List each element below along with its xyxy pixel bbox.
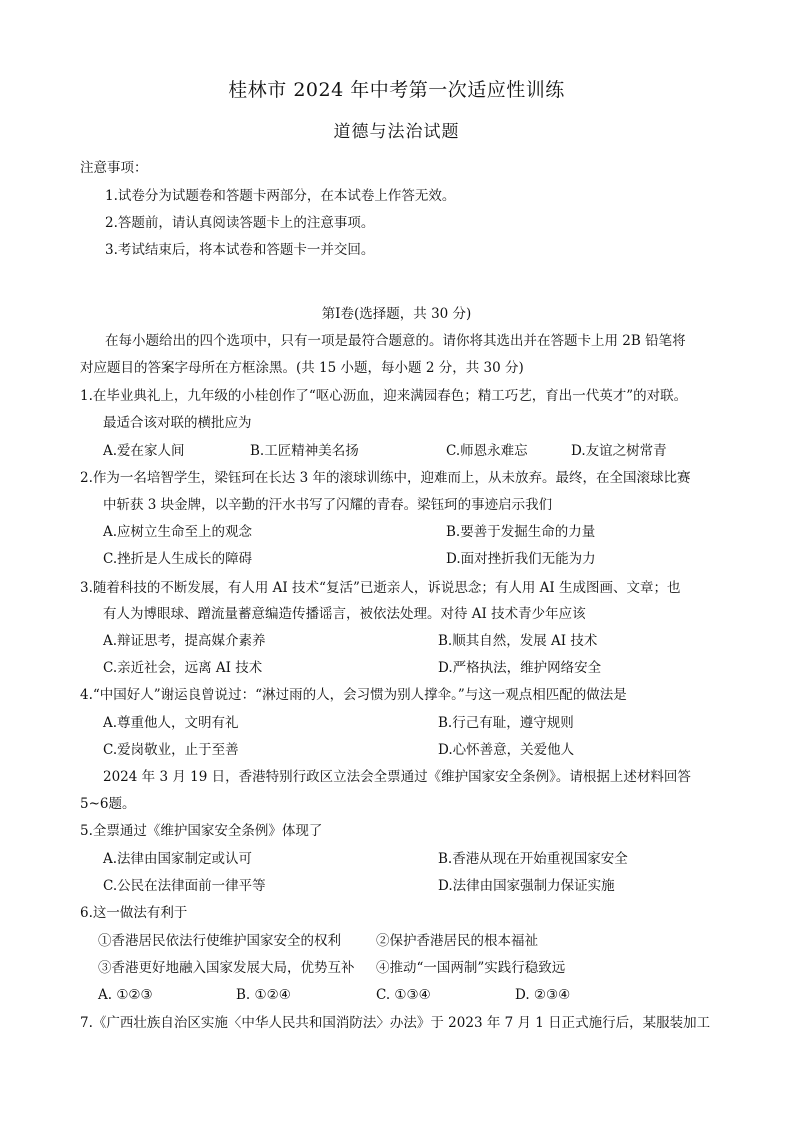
section-intro-line-2: 对应题目的答案字母所在方框涂黑。(共 15 小题，每小题 2 分，共 30 分) <box>80 360 524 376</box>
question-2-option-b: B.要善于发掘生命的力量 <box>446 524 596 540</box>
question-6-option-d: D. ②③④ <box>515 987 571 1003</box>
material-line-2: 5~6题。 <box>80 796 136 812</box>
question-5-option-b: B.香港从现在开始重视国家安全 <box>438 851 628 867</box>
question-5-option-a: A.法律由国家制定或认可 <box>103 851 253 867</box>
question-6-statement-4: ④推动“一国两制”实践行稳致远 <box>376 960 566 976</box>
question-6-stem-line-1: 6.这一做法有利于 <box>80 905 188 921</box>
notice-heading: 注意事项： <box>80 160 148 176</box>
question-6-option-b: B. ①②④ <box>236 987 291 1003</box>
question-6-statement-3: ③香港更好地融入国家发展大局，优势互补 <box>98 960 355 976</box>
question-7-stem-line-1: 7.《广西壮族自治区实施〈中华人民共和国消防法〉办法》于 2023 年 7 月 1 日正式施行后，某服装加工 <box>80 1015 711 1031</box>
section-intro-line-1: 在每小题给出的四个选项中，只有一项是最符合题意的。请你将其选出并在答题卡上用 2B 铅笔将 <box>105 333 686 349</box>
notice-item-2: 2.答题前，请认真阅读答题卡上的注意事项。 <box>105 215 375 231</box>
question-3-stem-line-1: 3.随着科技的不断发展，有人用 AI 技术“复活”已逝亲人，诉说思念；有人用 AI 生成图画、文章；也 <box>80 580 681 596</box>
question-5-option-d: D.法律由国家强制力保证实施 <box>438 878 615 894</box>
question-4-option-a: A.尊重他人，文明有礼 <box>103 715 239 731</box>
question-5-stem-line-1: 5.全票通过《维护国家安全条例》体现了 <box>80 823 323 839</box>
question-3-option-c: C.亲近社会，远离 AI 技术 <box>103 660 263 676</box>
exam-title: 桂林市 2024 年中考第一次适应性训练 <box>228 79 565 101</box>
question-1-option-c: C.师恩永难忘 <box>446 443 528 459</box>
question-3-option-d: D.严格执法，维护网络安全 <box>438 660 602 676</box>
question-2-option-a: A.应树立生命至上的观念 <box>103 524 253 540</box>
question-3-stem-line-2: 有人为博眼球、蹭流量蓄意编造传播谣言，被依法处理。对待 AI 技术青少年应该 <box>103 606 586 622</box>
question-2-stem-line-2: 中斩获 3 块金牌，以辛勤的汗水书写了闪耀的青春。梁钰珂的事迹启示我们 <box>103 497 553 513</box>
notice-item-1: 1.试卷分为试题卷和答题卡两部分，在本试卷上作答无效。 <box>105 188 456 204</box>
question-1-option-d: D.友谊之树常青 <box>571 443 667 459</box>
question-1-option-b: B.工匠精神美名扬 <box>250 443 359 459</box>
question-1-stem-line-1: 1.在毕业典礼上，九年级的小桂创作了“呕心沥血，迎来满园春色；精工巧艺，育出一代英才”的对联。 <box>80 388 688 404</box>
question-2-option-d: D.面对挫折我们无能为力 <box>446 551 596 567</box>
question-6-statement-2: ②保护香港居民的根本福祉 <box>376 933 538 949</box>
section-heading: 第Ⅰ卷(选择题，共 30 分) <box>321 306 472 322</box>
question-1-option-a: A.爱在家人间 <box>103 443 185 459</box>
question-2-stem-line-1: 2.作为一名培智学生，梁钰珂在长达 3 年的滚球训练中，迎难而上，从未放弃。最终，在全国滚球比赛 <box>80 470 691 486</box>
question-4-option-c: C.爱岗敬业，止于至善 <box>103 742 239 758</box>
exam-subtitle: 道德与法治试题 <box>333 122 460 142</box>
question-4-option-b: B.行己有耻，遵守规则 <box>438 715 574 731</box>
question-2-option-c: C.挫折是人生成长的障碍 <box>103 551 253 567</box>
question-6-option-c: C. ①③④ <box>376 987 431 1003</box>
notice-item-3: 3.考试结束后，将本试卷和答题卡一并交回。 <box>105 242 375 258</box>
question-6-statement-1: ①香港居民依法行使维护国家安全的权利 <box>98 933 341 949</box>
question-4-stem-line-1: 4.“中国好人”谢运良曾说过：“淋过雨的人，会习惯为别人撑伞。”与这一观点相匹配的做法是 <box>80 687 627 703</box>
question-5-option-c: C.公民在法律面前一律平等 <box>103 878 266 894</box>
question-6-option-a: A. ①②③ <box>98 987 153 1003</box>
question-1-stem-line-2: 最适合该对联的横批应为 <box>103 415 252 431</box>
question-3-option-a: A.辩证思考，提高媒介素养 <box>103 633 266 649</box>
question-3-option-b: B.顺其自然，发展 AI 技术 <box>438 633 598 649</box>
material-line-1: 2024 年 3 月 19 日，香港特别行政区立法会全票通过《维护国家安全条例》。请根据上述材料回答 <box>103 769 691 785</box>
question-4-option-d: D.心怀善意，关爱他人 <box>438 742 575 758</box>
